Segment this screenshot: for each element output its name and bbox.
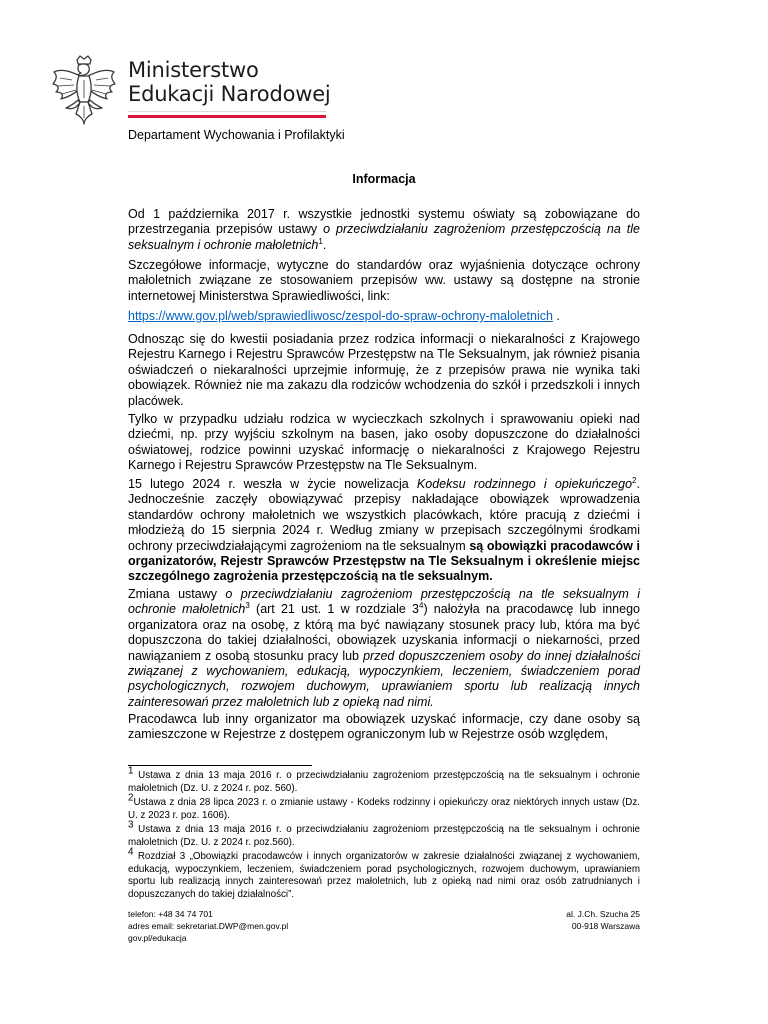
paragraph-6-act-title: o przeciwdziałaniu zagrożeniom przestępczością na tle seksualnym i ochronie małoletnich (128, 587, 640, 617)
paragraph-2: Szczegółowe informacje, wytyczne do standardów oraz wyjaśnienia dotyczące ochrony małoletnich związane ze stosowaniem przepisów ww. ustawy są dostępne na stronie internetowej Ministerstwa Sprawiedliwości, link: (128, 258, 640, 303)
document-title: Informacja (352, 172, 416, 186)
paragraph-6-italic-text: przed dopuszczeniem osoby do innej działalności związanej z wychowaniem, edukacją, wypoczynkiem, leczeniem, świadczeniem porad psychologicznych, rozwojem duchowym, uprawianiem sportu lub realizacją innych zainteresowań przez małoletnich lub z opieką nad nimi. (128, 648, 640, 709)
footer-address-city: 00-918 Warszawa (571, 921, 640, 931)
footer-website[interactable]: gov.pl/edukacja (128, 933, 187, 943)
footnote-1-mark: 1 (128, 765, 134, 777)
footnote-1 (128, 765, 640, 795)
footnote-ref-4[interactable]: 4 (418, 601, 424, 611)
footnote-separator (128, 765, 312, 766)
footnote-2 (128, 792, 640, 822)
footer-email[interactable]: adres email: sekretariat.DWP@men.gov.pl (128, 921, 289, 931)
paragraph-1-act-title: o przeciwdziałaniu zagrożeniom przestępczością na tle seksualnym i ochronie małoletnich (128, 222, 640, 252)
flag-line-red (128, 115, 326, 118)
paragraph-5-text-a: 15 lutego 2024 r. weszła w życie nowelizacja (128, 477, 417, 491)
paragraph-4: Tylko w przypadku udziału rodzica w wycieczkach szkolnych i sprawowaniu opieki nad dziećmi, np. przy wyjściu szkolnym na basen, jako osoby dopuszczone do działalności oświatowej, rodzice powinni uzyskać informację o niekaralności z Krajowego Rejestru Karnego i Rejestru Sprawców Przestępstw na Tle Seksualnym. (128, 412, 640, 473)
footnote-2-mark: 2 (128, 792, 134, 804)
paragraph-5 (128, 477, 640, 585)
department-name: Departament Wychowania i Profilaktyki (128, 128, 345, 142)
footnote-ref-3[interactable]: 3 (245, 601, 250, 611)
paragraph-5-text-c: . Jednocześnie zaczęły obowiązywać przepisy nakładające obowiązek wprowadzenia standardów ochrony małoletnich we wszystkich placówkach, które pracują z dziećmi i młodzieżą do 15 sierpnia 2024 r. Według zmiany w przepisach szczególnymi środkami ochrony przeciwdziałającymi zagrożeniom na tle seksualnym (128, 477, 640, 553)
ministry-name-line2: Edukacji Narodowej (128, 82, 331, 106)
footnote-2-text: Ustawa z dnia 28 lipca 2023 r. o zmianie ustawy - Kodeks rodzinny i opiekuńczy oraz niektórych innych ustaw (Dz. U. z 2023 r. poz. 1606). (128, 797, 640, 821)
link-paragraph (128, 309, 640, 324)
paragraph-1-text-c: . (322, 237, 327, 252)
footer-phone: telefon: +48 34 74 701 (128, 909, 213, 919)
paragraph-3: Odnosząc się do kwestii posiadania przez rodzica informacji o niekaralności z Krajowego Rejestru Karnego i Rejestru Sprawców Przestępstw na Tle Seksualnym, jak również pisania oświadczeń o niekaralności uprzejmie informuję, że z przepisów prawa nie wynika taki obowiązek. Również nie ma zakazu dla rodziców wchodzenia do szkół i przedszkoli i innych placówek. (128, 332, 640, 408)
paragraph-1-text-a: Od 1 października 2017 r. wszystkie jednostki systemu oświaty są zobowiązane do przestrzegania przepisów ustawy (128, 207, 640, 237)
footnote-3 (128, 819, 640, 849)
footnote-1-text: Ustawa z dnia 13 maja 2016 r. o przeciwdziałaniu zagrożeniom przestępczością na tle seksualnym i ochronie małoletnich (Dz. U. z 2024 r. poz. 560). (128, 770, 640, 794)
flag-line-white (128, 111, 326, 112)
footnote-4-mark: 4 (128, 846, 134, 858)
footnote-ref-2[interactable]: 2 (632, 475, 637, 485)
ministry-name (128, 58, 331, 106)
ministry-name-line1: Ministerstwo (128, 58, 259, 82)
paragraph-6 (128, 587, 640, 710)
link-after-text: . (552, 309, 560, 323)
footnote-3-text: Ustawa z dnia 13 maja 2016 r. o przeciwdziałaniu zagrożeniom przestępczością na tle seksualnym i ochronie małoletnich (Dz. U. z 2024 r. poz.560). (128, 824, 640, 848)
paragraph-6-text-a: Zmiana ustawy (128, 587, 226, 601)
footnote-4 (128, 846, 640, 901)
footer-address (566, 908, 640, 932)
paragraph-5-bold-text: są obowiązki pracodawców i organizatorów, Rejestr Sprawców Przestępstw na Tle Seksualnym i określenie miejsc szczególnego zagrożenia przestępczością na tle seksualnym. (128, 538, 640, 584)
ministry-of-justice-link[interactable]: https://www.gov.pl/web/sprawiedliwosc/zespol-do-spraw-ochrony-maloletnich (128, 309, 553, 323)
footnote-4-text: Rozdział 3 „Obowiązki pracodawców i innych organizatorów w zakresie działalności związanej z wychowaniem, edukacją, wypoczynkiem, leczeniem, świadczeniem porad psychologicznych, rozwojem duchowym, uprawianiem sportu lub realizacją innych zainteresowań przez małoletnich, lub z opieką nad nimi oraz osób zatrudnianych i dopuszczanych do takiej działalności”. (128, 851, 640, 900)
footer-address-street: al. J.Ch. Szucha 25 (566, 909, 640, 919)
footnote-3-mark: 3 (128, 819, 134, 831)
paragraph-7: Pracodawca lub inny organizator ma obowiązek uzyskać informacje, czy dane osoby są zamieszczone w Rejestrze z dostępem ograniczonym lub w Rejestrze osób względem, (128, 712, 640, 742)
paragraph-6-text-c: (art 21 ust. 1 w rozdziale 3 (249, 602, 419, 617)
paragraph-5-code-title: Kodeksu rodzinnego i opiekuńczego (416, 477, 633, 491)
paragraph-6-text-d: ) nałożyła na pracodawcę lub innego organizatora oraz na osobę, z którą ma być nawiązany stosunek pracy lub, która ma być dopuszczona do takiej działalności, obowiązek uzyskania informacji o niekarności, przed nawiązaniem z osobą stosunku pracy lub (128, 602, 640, 663)
footer-contact (128, 908, 288, 944)
eagle-emblem-icon (50, 54, 118, 126)
footnote-ref-1[interactable]: 1 (318, 236, 323, 246)
paragraph-1 (128, 207, 640, 253)
